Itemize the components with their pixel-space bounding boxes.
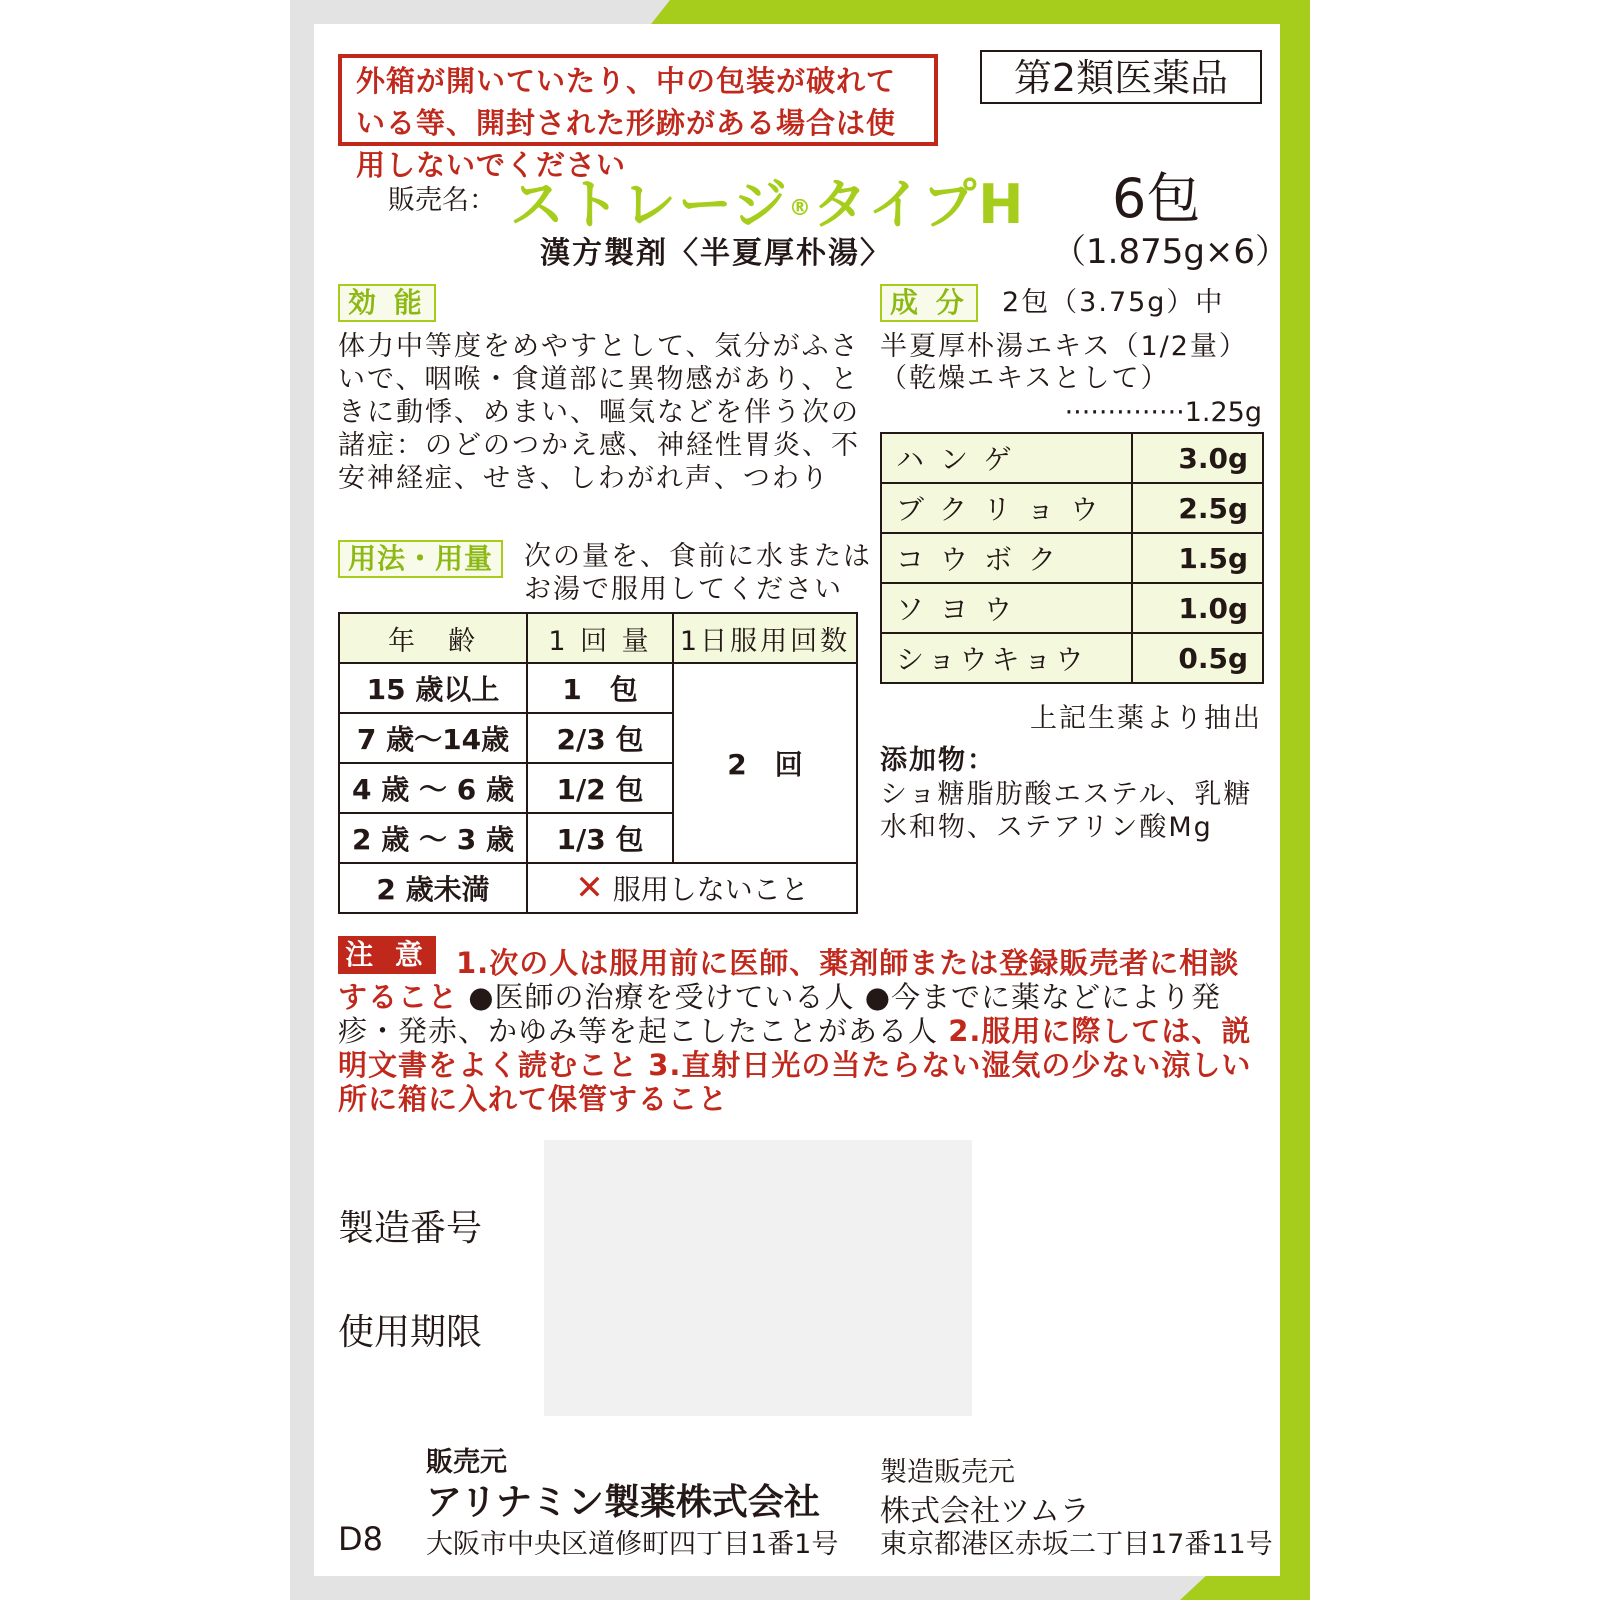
table-row: [881, 533, 1263, 583]
lot-label: 製造番号: [338, 1208, 483, 1249]
extract-amount: ··············1.25g: [1064, 397, 1262, 428]
extract-note: （乾燥エキスとして）: [880, 363, 1170, 394]
herb-name: コウボク: [881, 533, 1132, 583]
herb-amount: 2.5g: [1132, 483, 1263, 533]
amount-cell: 2/3 包: [527, 713, 673, 763]
package-weight: （1.875g×6）: [1052, 232, 1290, 272]
caution-text: [338, 946, 1266, 1116]
sales-name-label: 販売名：: [388, 185, 496, 216]
amount-cell: 1/3 包: [527, 813, 673, 863]
product-type: 漢方製剤〈半夏厚朴湯〉: [540, 236, 892, 271]
dosage-text-1: 次の量を、食前に水または: [524, 541, 872, 572]
drug-class-badge: 第2類医薬品: [980, 50, 1262, 104]
herb-amount: 0.5g: [1132, 633, 1263, 683]
extract-name: 半夏厚朴湯エキス（1/2量）: [880, 331, 1248, 362]
maker-address: 東京都港区赤坂二丁目17番11号: [880, 1529, 1273, 1560]
dosage-header-row: [339, 613, 857, 663]
herb-table: [880, 432, 1264, 684]
herb-name: ソヨウ: [881, 583, 1132, 633]
age-cell: 2 歳 〜 3 歳: [339, 813, 527, 863]
ingredients-per: 2包（3.75g）中: [1002, 287, 1225, 318]
header-age: 年 齢: [339, 613, 527, 663]
efficacy-tag: 効 能: [338, 284, 436, 322]
brand-name: ストレージ: [510, 173, 789, 236]
dosage-table: [338, 612, 858, 914]
amount-cell: 1/2 包: [527, 763, 673, 813]
table-row: [881, 633, 1263, 683]
table-row: [339, 663, 857, 713]
dosage-text-2: お湯で服用してください: [524, 574, 843, 605]
caution-p1-detail: ●医師の治療を受けている人 ●今までに薬などにより発疹・発赤、かゆみ等を起こしたことがある人: [338, 980, 1222, 1048]
seller-address: 大阪市中央区道修町四丁目1番1号: [426, 1529, 839, 1560]
maker-name: 株式会社ツムラ: [880, 1494, 1090, 1529]
table-row: [881, 433, 1263, 483]
herb-amount: 3.0g: [1132, 433, 1263, 483]
lot-print-area: [544, 1140, 972, 1416]
registered-mark: ®: [788, 195, 813, 221]
age-cell: 2 歳未満: [339, 863, 527, 913]
times-cell: 2 回: [673, 663, 857, 863]
dosage-tag: 用法・用量: [338, 540, 503, 578]
header-amount: 1 回 量: [527, 613, 673, 663]
table-row: [881, 583, 1263, 633]
header-times: 1日服用回数: [673, 613, 857, 663]
ingredients-tag: 成 分: [880, 284, 978, 322]
expiry-label: 使用期限: [338, 1312, 483, 1353]
caution-p3: 3.直射日光の当たらない湿気の少ない涼しい所に箱に入れて保管すること: [338, 1048, 1252, 1116]
table-row: [339, 863, 857, 913]
age-cell: 4 歳 〜 6 歳: [339, 763, 527, 813]
herb-name: ブクリョウ: [881, 483, 1132, 533]
herb-amount: 1.5g: [1132, 533, 1263, 583]
additives-line2: 水和物、ステアリン酸Mg: [880, 812, 1213, 843]
table-row: [881, 483, 1263, 533]
caution-tag: 注 意: [338, 936, 436, 974]
additives-line1: ショ糖脂肪酸エステル、乳糖: [880, 779, 1253, 810]
maker-label: 製造販売元: [880, 1457, 1015, 1488]
age-cell: 7 歳〜14歳: [339, 713, 527, 763]
caution-p1: 1.次の人は服用前に医師、薬剤師または登録販売者に相談すること: [338, 946, 1240, 1014]
age-cell: 15 歳以上: [339, 663, 527, 713]
herb-name: ハンゲ: [881, 433, 1132, 483]
herb-amount: 1.0g: [1132, 583, 1263, 633]
caution-p2: 2.服用に際しては、説明文書をよく読むこと: [338, 1014, 1252, 1082]
seller-label: 販売元: [426, 1447, 507, 1478]
herb-name: ショウキョウ: [881, 633, 1132, 683]
not-for-use-text: 服用しないこと: [612, 873, 809, 906]
package-count: 6包: [1112, 167, 1201, 230]
package-code: D8: [338, 1520, 383, 1558]
amount-cell: 1 包: [527, 663, 673, 713]
efficacy-text: 体力中等度をめやすとして、気分がふさいで、咽喉・食道部に異物感があり、ときに動悸、めまい、嘔気などを伴う次の諸症：のどのつかえ感、神経性胃炎、不安神経症、せき、しわがれ声、つわり: [338, 331, 860, 494]
seller-name: アリナミン製薬株式会社: [426, 1482, 820, 1523]
cross-icon: ✕: [575, 868, 604, 908]
brand-suffix: タイプH: [812, 173, 1026, 236]
not-for-use-cell: [527, 863, 857, 913]
source-note: 上記生薬より抽出: [1030, 703, 1262, 734]
additives-label: 添加物：: [880, 745, 996, 776]
tamper-warning: 外箱が開いていたり、中の包装が破れている等、開封された形跡がある場合は使用しないでください: [338, 54, 938, 146]
